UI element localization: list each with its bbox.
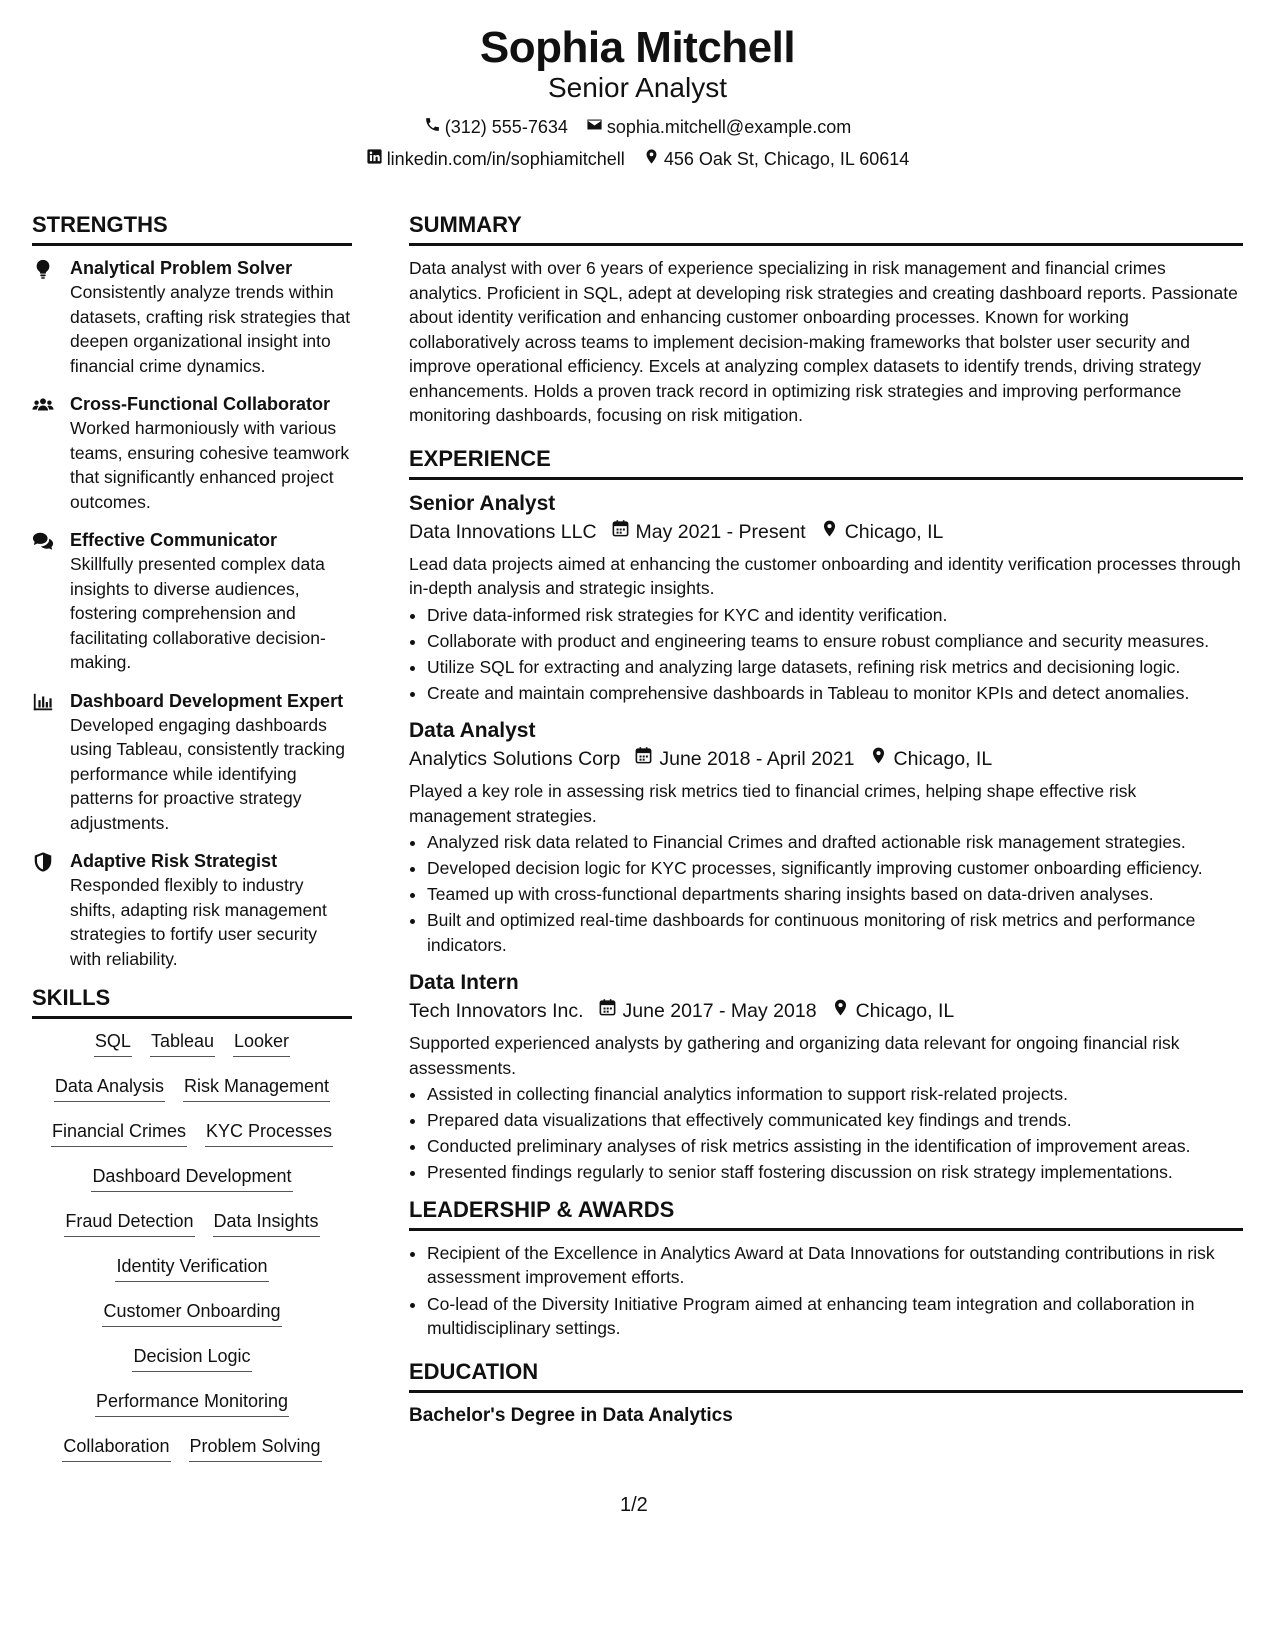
email-text[interactable]: sophia.mitchell@example.com bbox=[606, 117, 852, 137]
calendar-icon bbox=[598, 997, 617, 1025]
list-item: • Create and maintain comprehensive dashboards in Tableau to monitor KPIs and detect anomalies. bbox=[427, 681, 1243, 706]
map-pin-icon bbox=[869, 745, 888, 773]
resume-header bbox=[0, 22, 1275, 170]
list-item: • Built and optimized real-time dashboards for continuous monitoring of risk metrics and performance indicators. bbox=[427, 908, 1243, 957]
strength-title: Analytical Problem Solver bbox=[70, 258, 293, 278]
bar-chart-icon bbox=[32, 689, 70, 836]
map-pin-icon bbox=[643, 148, 660, 170]
skills-row bbox=[32, 1164, 352, 1209]
lightbulb-icon bbox=[32, 256, 70, 378]
job-description: Played a key role in assessing risk metrics tied to financial crimes, helping shape effective risk management strategies. bbox=[409, 781, 1137, 826]
linkedin-text[interactable]: linkedin.com/in/sophiamitchell bbox=[386, 149, 625, 169]
job-title: Data Analyst bbox=[409, 719, 536, 742]
skill-tag: Identity Verification bbox=[115, 1254, 268, 1282]
email-contact[interactable] bbox=[586, 116, 851, 138]
job-location: Chicago, IL bbox=[893, 748, 993, 770]
skill-tag: SQL bbox=[94, 1029, 132, 1057]
strength-item bbox=[32, 392, 352, 514]
map-pin-icon bbox=[820, 518, 839, 546]
job-description: Supported experienced analysts by gathering and organizing data relevant for ongoing financial risk assessments. bbox=[409, 1033, 1180, 1078]
strength-title: Adaptive Risk Strategist bbox=[70, 851, 278, 871]
candidate-title: Senior Analyst bbox=[548, 72, 727, 103]
phone-icon bbox=[424, 116, 441, 138]
job-title: Senior Analyst bbox=[409, 491, 556, 515]
strength-item bbox=[32, 849, 352, 971]
summary-heading: SUMMARY bbox=[409, 212, 1243, 246]
list-item: • Utilize SQL for extracting and analyzing large datasets, refining risk metrics and decisioning logic. bbox=[427, 655, 1243, 680]
left-column bbox=[32, 212, 352, 1479]
skill-tag: Looker bbox=[233, 1029, 290, 1057]
linkedin-icon bbox=[366, 148, 383, 170]
degree-title: Bachelor's Degree in Data Analytics bbox=[409, 1404, 733, 1426]
skills-heading: SKILLS bbox=[32, 985, 352, 1019]
education-section bbox=[409, 1359, 1243, 1429]
skill-tag: Customer Onboarding bbox=[102, 1299, 281, 1327]
job-dates: June 2017 - May 2018 bbox=[622, 1000, 817, 1022]
list-item: • Developed decision logic for KYC processes, significantly improving customer onboarding efficiency. bbox=[427, 856, 1243, 881]
skills-row bbox=[32, 1389, 352, 1434]
strength-desc: Worked harmoniously with various teams, ensuring cohesive teamwork that significantly enhanced project outcomes. bbox=[70, 418, 350, 512]
phone-text: (312) 555-7634 bbox=[444, 117, 568, 137]
awards-section bbox=[409, 1197, 1243, 1341]
skill-tag: Dashboard Development bbox=[91, 1164, 292, 1192]
skill-tag: Financial Crimes bbox=[51, 1119, 187, 1147]
calendar-icon bbox=[611, 518, 630, 546]
skills-row bbox=[32, 1299, 352, 1344]
candidate-name: Sophia Mitchell bbox=[479, 23, 796, 72]
calendar-icon bbox=[634, 745, 653, 773]
job-dates: May 2021 - Present bbox=[635, 520, 806, 543]
job-bullets bbox=[409, 1082, 1243, 1185]
skill-tag: Tableau bbox=[150, 1029, 215, 1057]
users-icon bbox=[32, 392, 70, 514]
company-name: Data Innovations LLC bbox=[409, 520, 597, 543]
strength-item bbox=[32, 689, 352, 836]
company-name: Tech Innovators Inc. bbox=[409, 1000, 584, 1022]
strength-title: Dashboard Development Expert bbox=[70, 690, 344, 711]
strength-desc: Consistently analyze trends within datasets, crafting risk strategies that deepen organizational insight into financial crime dynamics. bbox=[70, 282, 351, 376]
strength-item bbox=[32, 528, 352, 675]
strength-title: Effective Communicator bbox=[70, 530, 278, 550]
skills-row bbox=[32, 1209, 352, 1254]
skill-tag: Decision Logic bbox=[132, 1344, 251, 1372]
skills-row bbox=[32, 1434, 352, 1479]
list-item: • Prepared data visualizations that effectively communicated key findings and trends. bbox=[427, 1108, 1243, 1133]
skills-list bbox=[32, 1029, 352, 1479]
job-title: Data Intern bbox=[409, 971, 519, 994]
list-item: • Assisted in collecting financial analytics information to support risk-related projects. bbox=[427, 1082, 1243, 1107]
skills-row bbox=[32, 1029, 352, 1074]
contact-row bbox=[0, 148, 1275, 170]
skills-row bbox=[32, 1074, 352, 1119]
strengths-heading: STRENGTHS bbox=[32, 212, 352, 246]
strength-desc: Developed engaging dashboards using Tableau, consistently tracking performance while identifying patterns for proactive strategy adjustments. bbox=[70, 714, 345, 833]
linkedin-contact[interactable] bbox=[366, 148, 625, 170]
job-entry bbox=[409, 490, 1243, 706]
job-location: Chicago, IL bbox=[844, 520, 944, 543]
comments-icon bbox=[32, 528, 70, 675]
job-bullets bbox=[409, 603, 1243, 706]
job-description: Lead data projects aimed at enhancing the customer onboarding and identity verification processes through in-depth analysis and strategic insights. bbox=[409, 553, 1241, 598]
phone-contact bbox=[424, 116, 568, 138]
strength-desc: Responded flexibly to industry shifts, adapting risk management strategies to fortify user security with reliability. bbox=[70, 875, 327, 969]
skills-row bbox=[32, 1119, 352, 1164]
skill-tag: Problem Solving bbox=[189, 1434, 322, 1462]
company-name: Analytics Solutions Corp bbox=[409, 748, 621, 770]
skills-row bbox=[32, 1344, 352, 1389]
summary-text: Data analyst with over 6 years of experience specializing in risk management and financial crimes analytics. Proficient in SQL, adept at developing risk strategies and creating dashboard reports. Passionate about identity verification and enhancing customer onboarding processes. Known for working collaboratively across teams to implement decision-making frameworks that bolster user security and improve operational efficiency. Excels at analyzing complex datasets to identify trends, driving strategy enhancements. Holds a proven track record in optimizing risk strategies and improving performance monitoring dashboards, focusing on risk mitigation. bbox=[409, 258, 1238, 425]
list-item: • Conducted preliminary analyses of risk metrics assisting in the identification of improvement areas. bbox=[427, 1134, 1243, 1159]
skills-row bbox=[32, 1254, 352, 1299]
contact-row bbox=[0, 116, 1275, 138]
list-item: • Recipient of the Excellence in Analytics Award at Data Innovations for outstanding contributions in risk assessment improvement efforts. bbox=[427, 1241, 1243, 1290]
awards-list bbox=[409, 1241, 1243, 1341]
right-column bbox=[409, 212, 1243, 1429]
strengths-list bbox=[32, 256, 352, 971]
shield-icon bbox=[32, 849, 70, 971]
skill-tag: KYC Processes bbox=[205, 1119, 333, 1147]
education-heading: EDUCATION bbox=[409, 1359, 1243, 1393]
page-number: 1/2 bbox=[620, 1494, 648, 1516]
job-entry bbox=[409, 717, 1243, 957]
map-pin-icon bbox=[831, 997, 850, 1025]
strength-item bbox=[32, 256, 352, 378]
list-item: • Presented findings regularly to senior staff fostering discussion on risk strategy implementations. bbox=[427, 1160, 1243, 1185]
awards-heading: LEADERSHIP & AWARDS bbox=[409, 1197, 1243, 1231]
strength-title: Cross-Functional Collaborator bbox=[70, 394, 331, 414]
list-item: • Co-lead of the Diversity Initiative Program aimed at enhancing team integration and collaboration in multidisciplinary settings. bbox=[427, 1292, 1243, 1341]
skill-tag: Collaboration bbox=[62, 1434, 170, 1462]
list-item: • Teamed up with cross-functional departments sharing insights based on data-driven analyses. bbox=[427, 882, 1243, 907]
list-item: • Analyzed risk data related to Financial Crimes and drafted actionable risk management strategies. bbox=[427, 830, 1243, 855]
skill-tag: Performance Monitoring bbox=[95, 1389, 289, 1417]
skill-tag: Data Insights bbox=[213, 1209, 320, 1237]
experience-heading: EXPERIENCE bbox=[409, 446, 1243, 480]
job-entry bbox=[409, 969, 1243, 1185]
job-meta bbox=[409, 745, 1243, 773]
job-dates: June 2018 - April 2021 bbox=[659, 748, 855, 770]
job-bullets bbox=[409, 830, 1243, 957]
list-item: • Collaborate with product and engineering teams to ensure robust compliance and security measures. bbox=[427, 629, 1243, 654]
job-meta bbox=[409, 518, 1243, 546]
skill-tag: Data Analysis bbox=[54, 1074, 165, 1102]
skill-tag: Fraud Detection bbox=[64, 1209, 194, 1237]
address-text: 456 Oak St, Chicago, IL 60614 bbox=[663, 149, 910, 169]
skill-tag: Risk Management bbox=[183, 1074, 330, 1102]
envelope-icon bbox=[586, 116, 603, 138]
strength-desc: Skillfully presented complex data insights to diverse audiences, fostering comprehension and facilitating collaborative decision-making. bbox=[70, 554, 326, 672]
job-meta bbox=[409, 997, 1243, 1025]
list-item: • Drive data-informed risk strategies for KYC and identity verification. bbox=[427, 603, 1243, 628]
address-contact bbox=[643, 148, 910, 170]
job-location: Chicago, IL bbox=[855, 1000, 955, 1022]
